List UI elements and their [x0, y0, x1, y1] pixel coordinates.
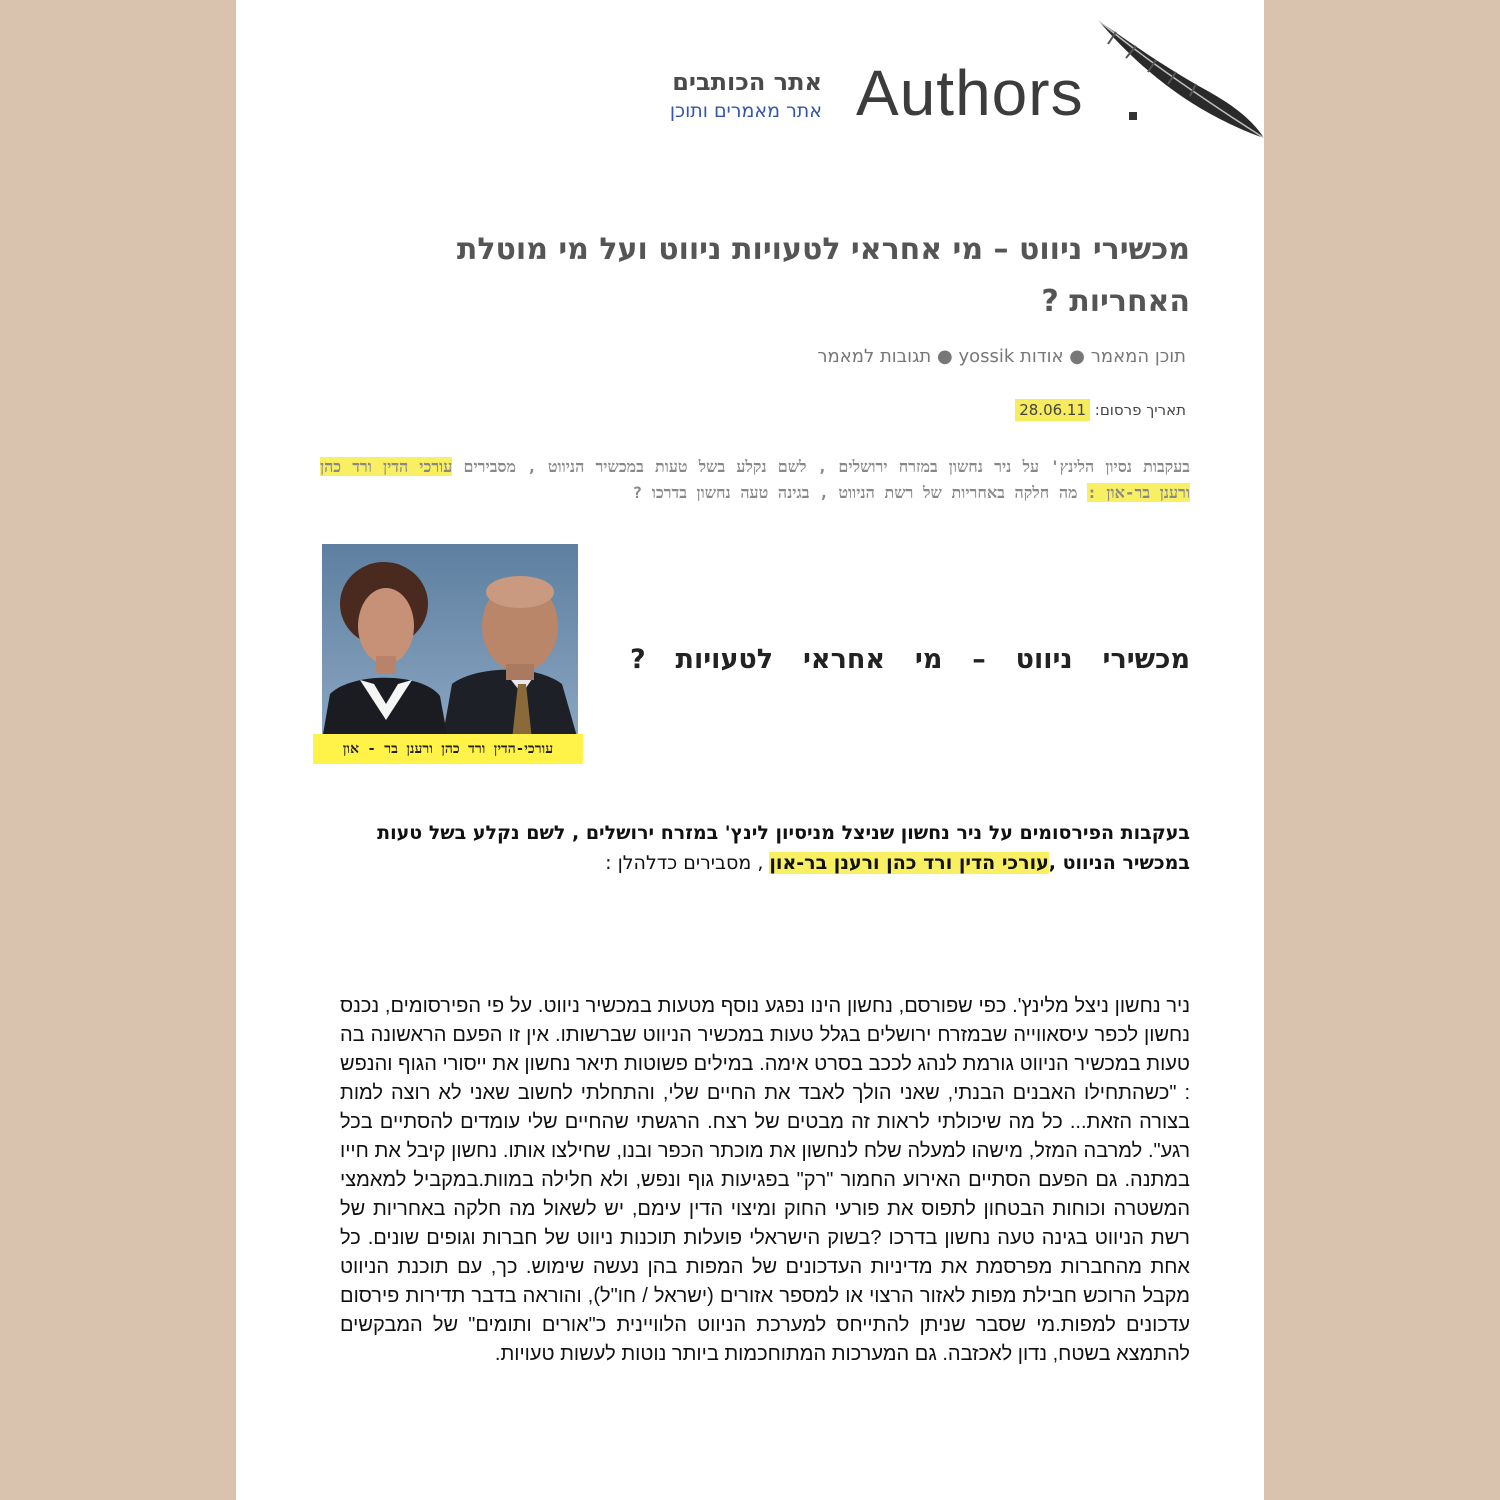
article-summary	[320, 454, 1190, 506]
date-label: תאריך פרסום:	[1094, 401, 1186, 419]
nav-responses[interactable]: תגובות למאמר	[817, 346, 932, 367]
summary-text-1: בעקבות נסיון הלינץ' על ניר נחשון במזרח ירושלים , לשם נקלע בשל טעות במכשיר הניווט , מסבירים	[452, 457, 1191, 476]
article-intro	[360, 818, 1190, 878]
quill-icon	[1096, 18, 1266, 144]
nav-separator: ●	[1069, 346, 1085, 367]
article-subheading: מכשירי ניווט – מי אחראי לטעויות ?	[630, 644, 1190, 675]
intro-highlight: עורכי הדין ורד כהן ורענן בר-און	[769, 852, 1049, 874]
site-name[interactable]: אתר הכותבים	[672, 68, 822, 96]
article-title: מכשירי ניווט – מי אחראי לטעויות ניווט ועל מי מוטלת האחריות ?	[456, 232, 1190, 319]
article-page	[236, 0, 1264, 1500]
publication-date	[1015, 401, 1186, 419]
photo-caption: עורכי-הדין ורד כהן ורענן בר - און	[313, 734, 583, 764]
nav-article-content[interactable]: תוכן המאמר	[1090, 346, 1186, 367]
authors-logo-text[interactable]: Authors	[856, 57, 1084, 129]
summary-text-2: מה חלקה באחריות של רשת הניווט , בגינה טעה נחשון בדרכו ?	[632, 483, 1088, 502]
nav-separator: ●	[936, 346, 953, 367]
site-tagline[interactable]: אתר מאמרים ותוכן	[669, 100, 822, 122]
date-value: 28.06.11	[1015, 399, 1090, 421]
summary-highlight: עורכי הדין ורד כהן ורענן בר-און :	[320, 457, 1190, 502]
nav-about-author[interactable]: אודות yossik	[958, 346, 1064, 367]
lawyers-photo	[322, 544, 578, 740]
intro-text-1: בעקבות הפירסומים על ניר נחשון שניצל מניסיון לינץ' במזרח ירושלים , לשם נקלע בשל טעות במכשיר הניווט ,	[377, 822, 1190, 874]
article-meta-nav	[817, 346, 1186, 367]
intro-text-2: , מסבירים כדלהלן :	[605, 852, 770, 874]
article-body: ניר נחשון ניצל מלינץ'. כפי שפורסם, נחשון הינו נפגע נוסף מטעות במכשיר ניווט. על פי הפירסומים, נכנס נחשון לכפר עיסאווייה שבמזרח ירושלים בגלל טעות במכשיר הניווט שברשותו. אין זו הפעם הראשונה בה טעות במכשיר הניווט גורמת לנהג לככב בסרט אימה. במילים פשוטות תיאר נחשון את ייסורי הגוף והנפש : "כשהתחילו האבנים הבנתי, שאני הולך לאבד את החיים שלי, והתחלתי לחשוב שאני לא רוצה למות בצורה הזאת... כל מה שיכולתי לראות זה מבטים של רצח. הרגשתי שהחיים שלי עומדים להסתיים בכל רגע". למרבה המזל, מישהו למעלה שלח לנחשון את מוכתר הכפר ובנו, שחילצו אותו. נחשון קיבל את חייו במתנה. גם הפעם הסתיים האירוע החמור "רק" בפגיעות גוף ונפש, ולא חלילה במוות.במקביל למאמצי המשטרה וכוחות הבטחון לתפוס את פורעי החוק ומיצוי הדין עימם, יש לשאול מה חלקה באחריות של רשת הניווט בגינה טעה נחשון בדרכו ?בשוק הישראלי פועלות תוכנות ניווט של חברות וגופים שונים. כל אחת מהחברות מפרסמת את מדיניות העדכונים של המפות בהן נעשה שימוש. כך, עם תוכנת הניווט מקבל הרוכש חבילת מפות לאזור הרצוי או למספר אזורים (ישראל / חו"ל), והוראה בדבר תדירות פירסום עדכונים למפות.מי שסבר שניתן להתייחס למערכת הניווט הלוויינית כ"אורים ותומים" של המבקשים להתמצא בשטח, נדון לאכזבה. גם המערכות המתוחכמות ביותר נוטות לעשות טעויות.	[340, 995, 1190, 1365]
